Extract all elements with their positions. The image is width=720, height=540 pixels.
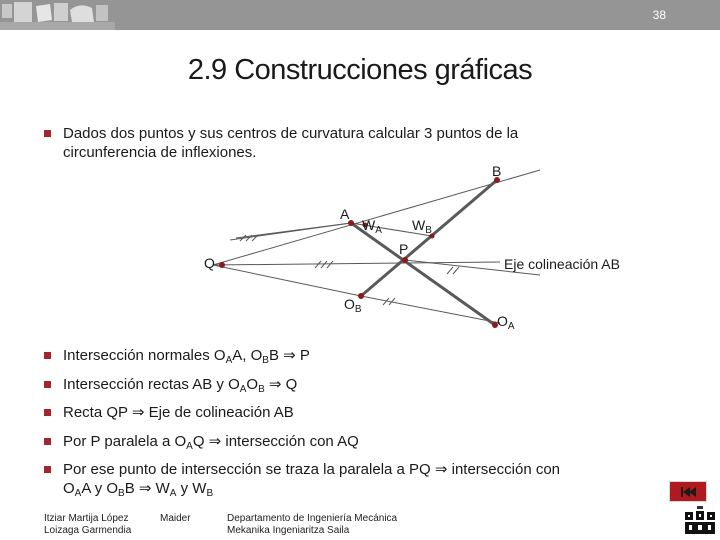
tick-mark bbox=[321, 261, 327, 268]
point-p bbox=[402, 257, 408, 263]
bullet-marker bbox=[44, 352, 51, 359]
university-logo-icon bbox=[683, 506, 717, 536]
line-q-ob bbox=[213, 265, 361, 296]
tick-mark bbox=[453, 267, 459, 274]
label-p: P bbox=[399, 241, 409, 257]
footer-department: Departamento de Ingeniería Mecánica Mekanika Ingeniaritza Saila bbox=[227, 513, 398, 536]
normal-a-oa bbox=[351, 223, 495, 325]
bullet-marker bbox=[44, 438, 51, 445]
bullet-2-text: Intersección rectas AB y $O_AO_B$ ⇒ Q bbox=[63, 376, 298, 395]
bullet-3-text: Recta QP ⇒ Eje de colineación AB bbox=[63, 404, 294, 421]
bullet-marker bbox=[44, 381, 51, 388]
label-a: A bbox=[340, 206, 350, 222]
tick-mark bbox=[327, 261, 333, 268]
slide-title: 2.9 Construcciones gráficas bbox=[187, 54, 533, 86]
bullet-1-text: Intersección normales $O_AA$, $O_BB$ ⇒ P bbox=[63, 347, 310, 366]
tick-mark bbox=[447, 267, 453, 274]
first-slide-button[interactable] bbox=[669, 481, 707, 502]
bullet-marker bbox=[44, 409, 51, 416]
label-oa: $O_A$ bbox=[497, 313, 515, 332]
tick-mark bbox=[315, 261, 321, 268]
eje-colineacion-line bbox=[213, 262, 500, 265]
skip-to-first-icon bbox=[679, 486, 697, 498]
label-wa: $W_A$ bbox=[362, 217, 382, 236]
label-b: B bbox=[492, 163, 502, 179]
bullet-4-text: Por P paralela a $O_AQ$ ⇒ intersección con AQ bbox=[63, 433, 359, 452]
page-number: 38 bbox=[652, 8, 666, 22]
label-wb: $W_B$ bbox=[412, 217, 432, 236]
line-a-left bbox=[236, 223, 351, 238]
line-ob-oa bbox=[361, 296, 500, 323]
footer-authors: Itziar Martija López Loizaga Garmendia bbox=[44, 513, 132, 536]
label-ob: $O_B$ bbox=[344, 296, 362, 315]
intro-line-2: circunferencia de inflexiones. bbox=[63, 144, 257, 161]
footer-author-2: Maider bbox=[160, 513, 191, 524]
eje-colineacion-label: Eje colineación AB bbox=[504, 256, 620, 272]
bullet-marker bbox=[44, 466, 51, 473]
intro-line-1: Dados dos puntos y sus centros de curvatura calcular 3 puntos de la bbox=[63, 125, 519, 142]
label-q: Q bbox=[204, 255, 215, 271]
bullet-5-text: Por ese punto de intersección se traza la paralela a PQ ⇒ intersección con $O_AA$ y $O_BB$ ⇒ $W_A$ y $W_B$ bbox=[63, 461, 561, 499]
point-q bbox=[219, 262, 225, 268]
